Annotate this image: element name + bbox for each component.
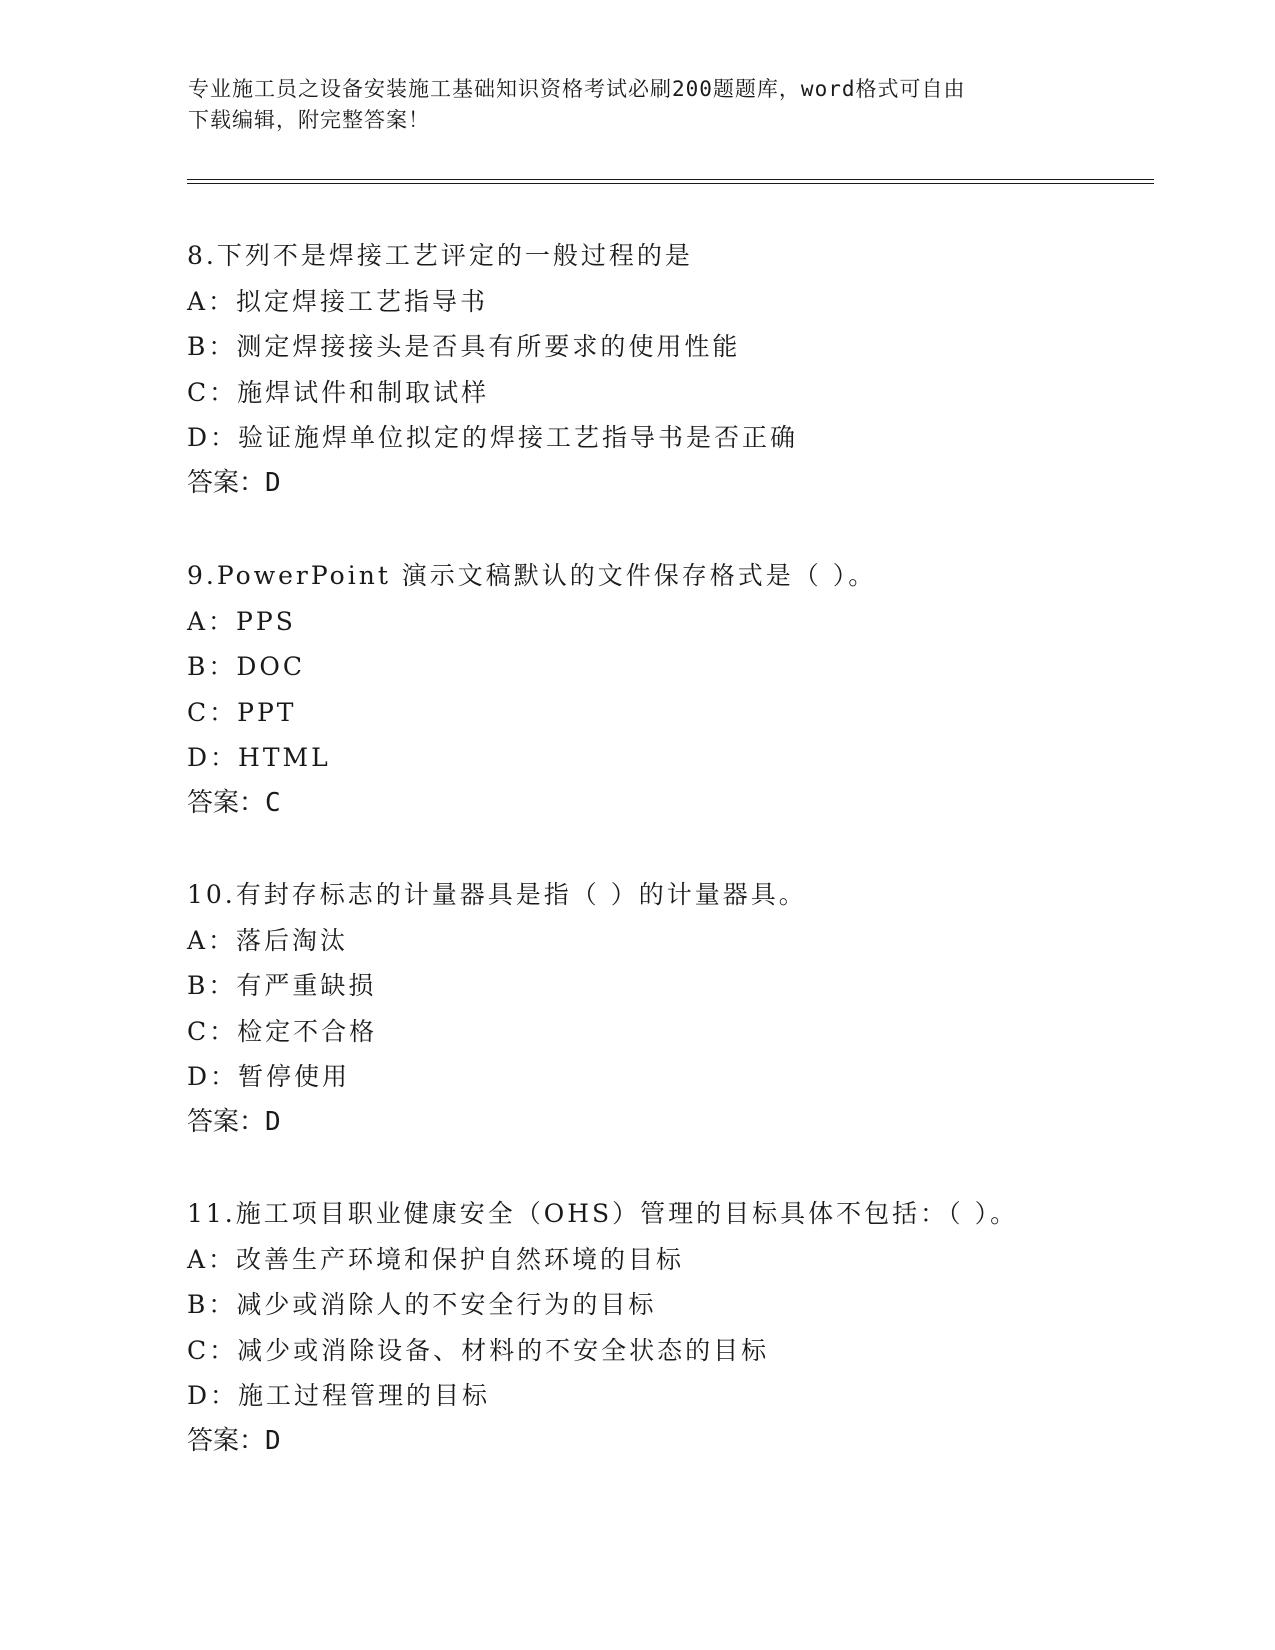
option-d: D：验证施焊单位拟定的焊接工艺指导书是否正确 bbox=[187, 423, 799, 452]
option-b: B：测定焊接接头是否具有所要求的使用性能 bbox=[187, 332, 741, 361]
option-c: C：施焊试件和制取试样 bbox=[187, 377, 490, 407]
option-a: A：落后淘汰 bbox=[187, 925, 349, 955]
option-d: D：施工过程管理的目标 bbox=[187, 1381, 491, 1410]
question-stem: 11.施工项目职业健康安全（OHS）管理的目标具体不包括：（ ）。 bbox=[187, 1199, 1019, 1228]
option-b: B：DOC bbox=[187, 652, 306, 681]
option-a: A：拟定焊接工艺指导书 bbox=[187, 286, 489, 316]
answer: 答案：D bbox=[187, 467, 281, 498]
answer: 答案：D bbox=[187, 1425, 281, 1456]
question-11 bbox=[187, 1191, 1187, 1464]
option-c: C：检定不合格 bbox=[187, 1016, 378, 1046]
header-divider-bottom bbox=[187, 183, 1154, 184]
answer: 答案：C bbox=[187, 787, 281, 818]
question-8 bbox=[187, 233, 1187, 506]
option-c: C：PPT bbox=[187, 697, 297, 727]
option-d: D：HTML bbox=[187, 743, 331, 772]
question-stem: 8.下列不是焊接工艺评定的一般过程的是 bbox=[187, 241, 693, 270]
question-10 bbox=[187, 872, 1187, 1145]
header-divider-top bbox=[187, 179, 1154, 180]
option-b: B：减少或消除人的不安全行为的目标 bbox=[187, 1290, 657, 1319]
question-stem: 9.PowerPoint 演示文稿默认的文件保存格式是（ ）。 bbox=[187, 561, 877, 590]
header-line-2: 下载编辑，附完整答案！ bbox=[188, 108, 430, 132]
header-line-1: 专业施工员之设备安装施工基础知识资格考试必刷200题题库，word格式可自由 bbox=[188, 77, 966, 101]
answer: 答案：D bbox=[187, 1106, 281, 1137]
option-b: B：有严重缺损 bbox=[187, 971, 377, 1000]
question-stem: 10.有封存标志的计量器具是指（ ）的计量器具。 bbox=[187, 880, 807, 909]
question-9 bbox=[187, 553, 1187, 826]
document-header bbox=[188, 74, 1088, 136]
option-a: A：改善生产环境和保护自然环境的目标 bbox=[187, 1244, 685, 1274]
option-a: A：PPS bbox=[187, 606, 296, 636]
option-c: C：减少或消除设备、材料的不安全状态的目标 bbox=[187, 1335, 770, 1365]
option-d: D：暂停使用 bbox=[187, 1062, 351, 1091]
